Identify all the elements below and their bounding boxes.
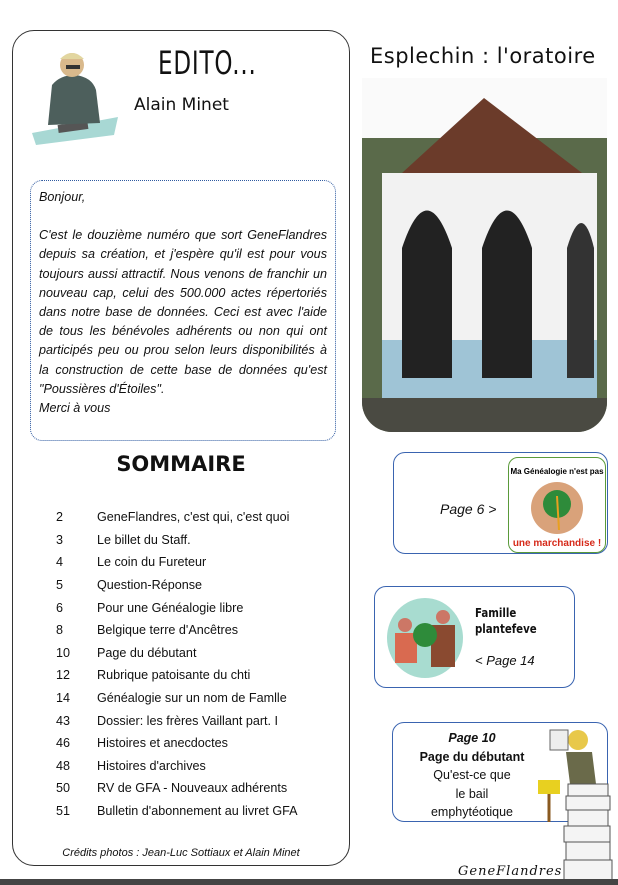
edito-author: Alain Minet bbox=[134, 95, 229, 115]
toc-item[interactable] bbox=[56, 551, 298, 574]
family-illustration bbox=[385, 595, 465, 681]
page-14-link[interactable]: < Page 14 bbox=[475, 653, 535, 668]
toc-item[interactable] bbox=[56, 506, 298, 529]
debutant-line: Qu'est-ce que bbox=[433, 768, 511, 782]
edito-title: EDITO... bbox=[158, 44, 257, 82]
toc-page-number: 50 bbox=[56, 781, 71, 796]
toc-page-number: 51 bbox=[56, 804, 71, 819]
greeting: Bonjour, bbox=[39, 190, 86, 204]
toc-item[interactable] bbox=[56, 800, 298, 823]
toc-label: Dossier: les frères Vaillant part. I bbox=[97, 713, 279, 728]
toc-page-number: 14 bbox=[56, 691, 71, 706]
photo-credits: Crédits photos : Jean-Luc Sottiaux et Alain Minet bbox=[62, 847, 300, 859]
edito-body: C'est le douzième numéro que sort GeneFlandres depuis sa création, et j'espère qu'il est pour vous toujours aussi attractif. Nous venons de franchir un nouveau cap, celui des 500.000 actes répertoriés dans notre base de données. Ceci est avec l'aide de tous les bénévoles adhérents ou non qui ont participés peu ou prou selon leurs disponibilités à la construction de cette base de données qu'est "Poussières d'Étoiles". bbox=[39, 228, 327, 396]
toc-page-number: 3 bbox=[56, 532, 64, 547]
toc-item[interactable] bbox=[56, 687, 298, 710]
geneflandres-logo: GeneFlandres bbox=[458, 864, 563, 879]
toc-item[interactable] bbox=[56, 664, 298, 687]
toc-label: Rubrique patoisante du chti bbox=[97, 668, 251, 683]
debutant-line: le bail bbox=[455, 786, 489, 801]
oratoire-photo bbox=[362, 78, 607, 432]
toc-label: Histoires d'archives bbox=[97, 758, 206, 773]
toc-label: Bulletin d'abonnement au livret GFA bbox=[97, 804, 298, 819]
family-title-2: plantefeve bbox=[475, 622, 537, 636]
toc-label: Le billet du Staff. bbox=[97, 532, 191, 547]
toc-page-number: 2 bbox=[56, 510, 64, 525]
toc-page-number: 12 bbox=[56, 668, 71, 683]
toc-item[interactable] bbox=[56, 596, 298, 619]
feature-box-page-6[interactable] bbox=[393, 452, 608, 554]
edito-text-box bbox=[30, 180, 336, 441]
toc-page-number: 4 bbox=[56, 555, 64, 570]
closing: Merci à vous bbox=[39, 401, 111, 416]
toc-item[interactable] bbox=[56, 529, 298, 552]
toc-label: Généalogie sur un nom de Famlle bbox=[97, 691, 287, 706]
footer-bar bbox=[0, 879, 618, 885]
reading-man-illustration bbox=[30, 45, 120, 145]
toc-item[interactable] bbox=[56, 709, 298, 732]
page-6-link[interactable]: Page 6 > bbox=[440, 501, 497, 517]
table-of-contents bbox=[56, 506, 298, 822]
toc-label: Le coin du Fureteur bbox=[97, 555, 207, 570]
toc-page-number: 8 bbox=[56, 623, 64, 638]
page-10-link[interactable]: Page 10 bbox=[448, 731, 496, 745]
toc-label: Question-Réponse bbox=[97, 578, 203, 593]
toc-item[interactable] bbox=[56, 574, 298, 597]
toc-page-number: 48 bbox=[56, 758, 71, 773]
man-on-papers-illustration bbox=[530, 722, 618, 880]
toc-item[interactable] bbox=[56, 732, 298, 755]
feature-box-page-14[interactable] bbox=[374, 586, 575, 688]
debutant-title: Page du débutant bbox=[419, 749, 525, 764]
toc-label: Belgique terre d'Ancêtres bbox=[97, 623, 239, 638]
genealogy-logo bbox=[508, 457, 606, 553]
photo-title: Esplechin : l'oratoire bbox=[370, 44, 596, 68]
toc-label: RV de GFA - Nouveaux adhérents bbox=[97, 781, 288, 796]
toc-label: Pour une Généalogie libre bbox=[97, 600, 244, 615]
toc-page-number: 46 bbox=[56, 736, 71, 751]
sommaire-title: SOMMAIRE bbox=[116, 452, 246, 476]
toc-page-number: 5 bbox=[56, 578, 64, 593]
logo-top-text: Ma Généalogie n'est pas bbox=[510, 467, 604, 476]
debutant-line: emphytéotique bbox=[430, 805, 513, 819]
family-title-1: Famille bbox=[475, 606, 517, 620]
toc-page-number: 43 bbox=[56, 713, 71, 728]
toc-page-number: 10 bbox=[56, 645, 71, 660]
toc-label: Page du débutant bbox=[97, 645, 197, 660]
toc-item[interactable] bbox=[56, 642, 298, 665]
toc-label: Histoires et anecdoctes bbox=[97, 736, 228, 751]
toc-page-number: 6 bbox=[56, 600, 64, 615]
toc-item[interactable] bbox=[56, 619, 298, 642]
logo-bottom-text: une marchandise ! bbox=[512, 538, 602, 549]
toc-item[interactable] bbox=[56, 777, 298, 800]
toc-item[interactable] bbox=[56, 755, 298, 778]
toc-label: GeneFlandres, c'est qui, c'est quoi bbox=[97, 510, 290, 525]
